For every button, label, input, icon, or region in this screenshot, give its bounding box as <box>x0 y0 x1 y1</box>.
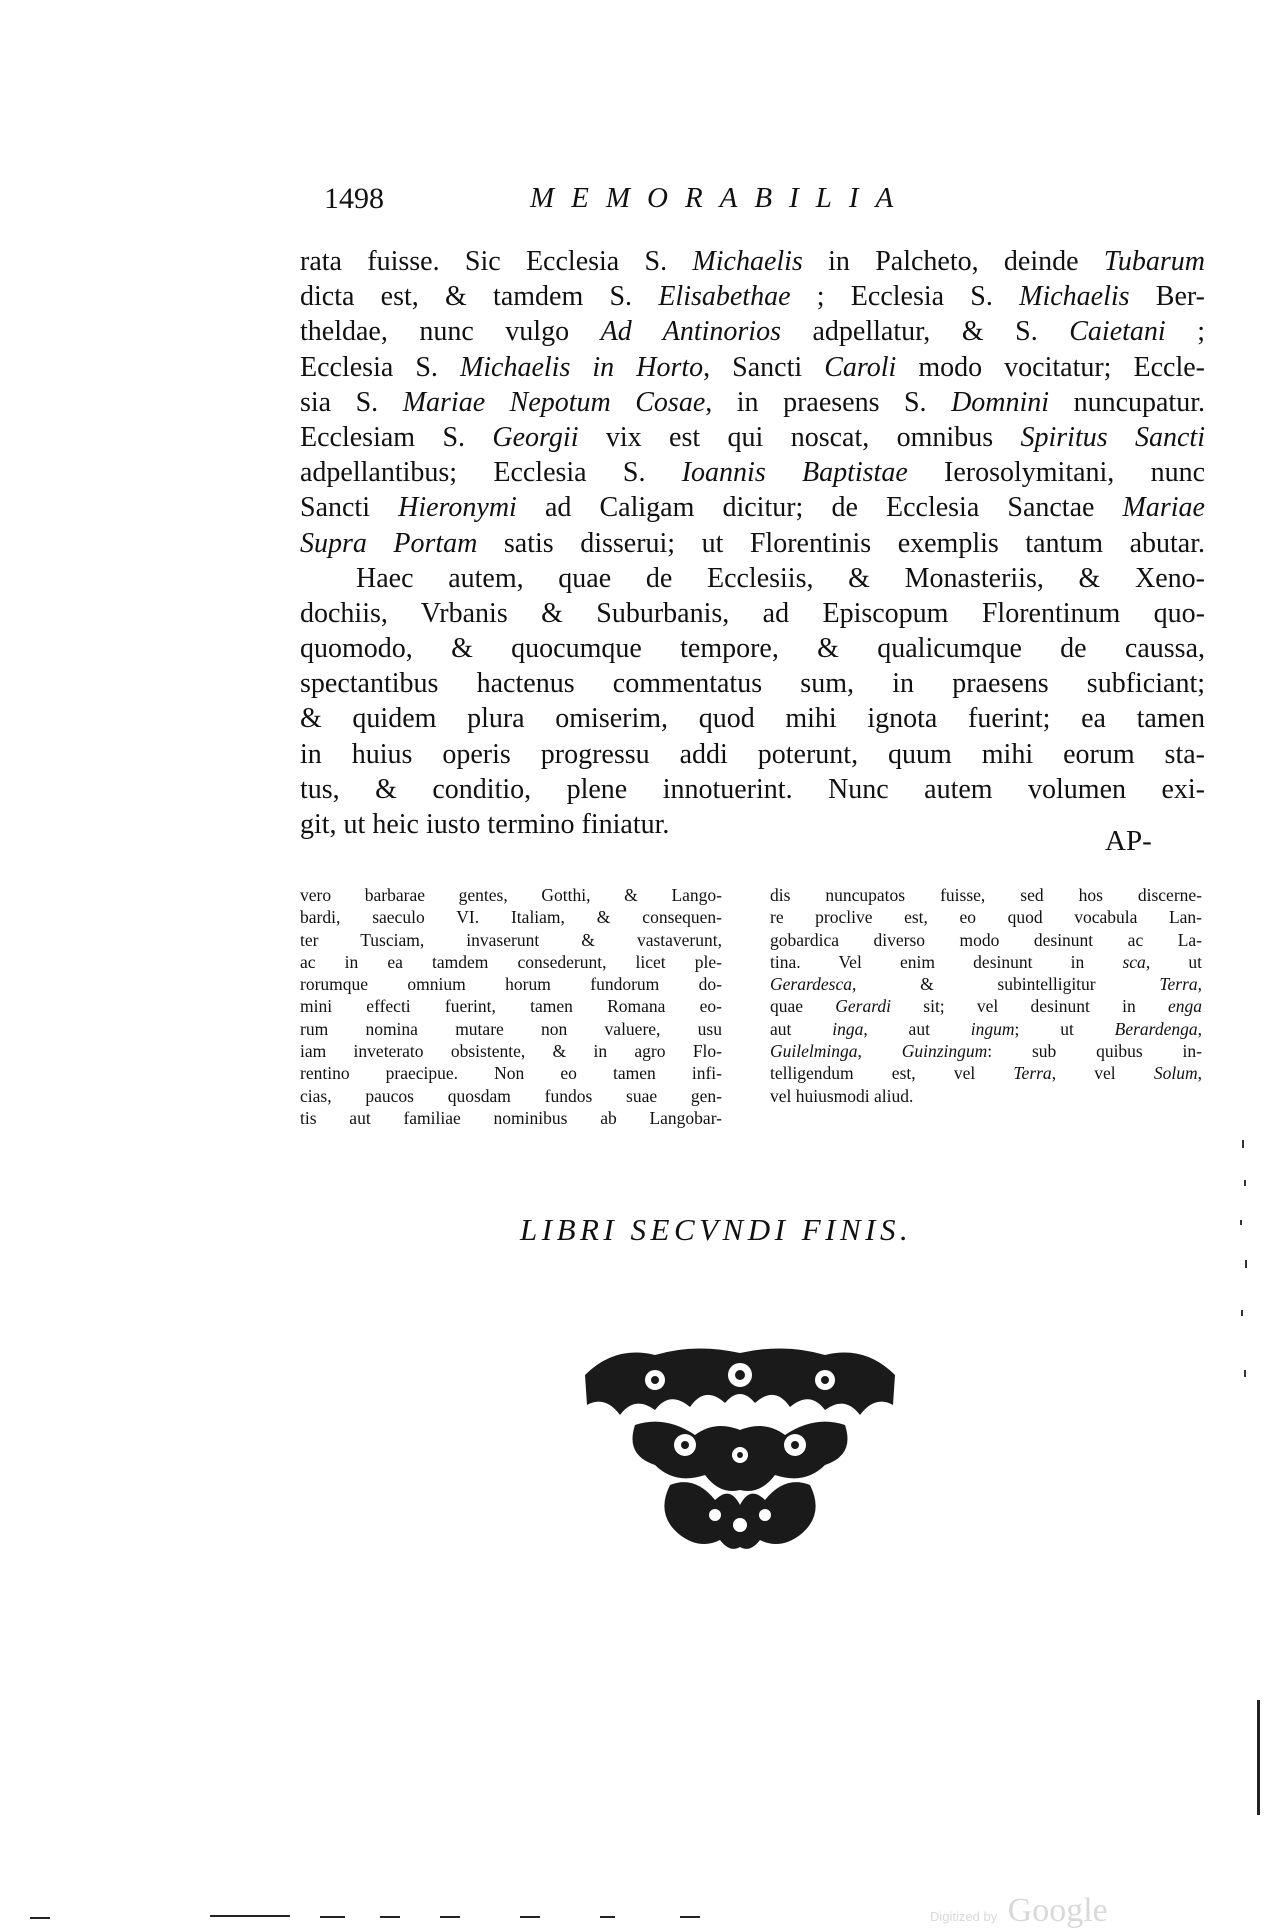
italic-term: Terra <box>1159 974 1198 995</box>
italic-term: Georgii <box>492 421 579 453</box>
footnote-line: ter Tusciam, invaserunt & vastaverunt, <box>300 929 722 950</box>
footnote-line: rorumque omnium horum fundorum do- <box>300 974 722 995</box>
footnote-line: rum nomina mutare non valuere, usu <box>300 1018 722 1039</box>
italic-term: Gerardesca <box>770 974 852 995</box>
footnote-line: Guilelminga, Guinzingum: sub quibus in- <box>770 1041 1202 1062</box>
text-line: dicta est, & tamdem S. Elisabethae ; Ecclesia S. Michaelis Ber- <box>300 281 1206 313</box>
italic-term: Guilelminga <box>770 1041 858 1062</box>
italic-term: ingum <box>970 1018 1015 1039</box>
italic-term: Tubarum <box>1103 246 1206 277</box>
footnote-line: bardi, saeculo VI. Italiam, & consequen- <box>300 907 722 928</box>
main-text-body <box>300 244 1205 842</box>
text-line: theldae, nunc vulgo Ad Antinorios adpellatur, & S. Caietani ; <box>300 316 1205 348</box>
text-line: Supra Portam satis disserui; ut Florentinis exemplis tantum abutar. <box>300 527 1205 559</box>
text-line: tus, & conditio, plene innotuerint. Nunc autem volumen exi- <box>300 773 1205 805</box>
text-line: in huius operis progressu addi poterunt, quum mihi eorum sta- <box>300 738 1205 770</box>
italic-term: Elisabethae <box>658 281 791 313</box>
page-header <box>300 182 1220 222</box>
italic-term: inga <box>832 1018 864 1039</box>
text-line: Ecclesiam S. Georgii vix est qui noscat, omnibus Spiritus Sancti <box>300 421 1205 453</box>
watermark-logo-text: Google <box>1007 1892 1108 1929</box>
footnote-line: quae Gerardi sit; vel desinunt in enga <box>770 996 1202 1017</box>
italic-term: Michaelis <box>1019 281 1130 313</box>
scan-edge-dashes <box>0 1910 1288 1924</box>
catchword: AP- <box>1105 825 1152 857</box>
text-line: adpellantibus; Ecclesia S. Ioannis Baptistae Ierosolymitani, nunc <box>300 457 1206 489</box>
italic-term: Guinzingum <box>901 1041 988 1062</box>
paragraph-start-line: Haec autem, quae de Ecclesiis, & Monasteriis, & Xeno- <box>356 562 1205 594</box>
italic-term: Berardenga <box>1114 1018 1198 1039</box>
text-line: Ecclesia S. Michaelis in Horto, Sancti Caroli modo vocitatur; Eccle- <box>300 351 1205 383</box>
footnote-line: re proclive est, eo quod vocabula Lan- <box>770 907 1202 928</box>
text-line: quomodo, & quocumque tempore, & qualicumque de caussa, <box>300 633 1205 665</box>
running-title: MEMORABILIA <box>530 182 911 214</box>
italic-term: Michaelis <box>692 246 803 277</box>
italic-term: Spiritus Sancti <box>1020 421 1205 453</box>
footnote-line: tina. Vel enim desinunt in sca, ut <box>770 951 1202 972</box>
footnote-line: telligendum est, vel Terra, vel Solum, <box>770 1063 1202 1084</box>
italic-term: enga <box>1167 996 1202 1017</box>
italic-term: sca <box>1122 951 1146 972</box>
text-line: rata fuisse. Sic Ecclesia S. Michaelis in Palcheto, deinde Tubarum <box>300 246 1206 277</box>
text-line: sia S. Mariae Nepotum Cosae, in praesens S. Domnini nuncupatur. <box>300 386 1205 418</box>
italic-term: Ad Antinorios <box>600 316 781 348</box>
italic-term: Mariae Nepotum Cosae <box>402 386 706 418</box>
text-line: & quidem plura omiserim, quod mihi ignota fuerint; ea tamen <box>300 703 1205 735</box>
italic-term: Supra Portam <box>300 527 478 559</box>
text-line-last: git, ut heic iusto termino finiatur. <box>300 809 670 840</box>
footnote-line: ac in ea tamdem consederunt, licet ple- <box>300 951 722 972</box>
italic-term: Hieronymi <box>398 492 517 524</box>
page-edge-rule <box>1257 1700 1260 1815</box>
footnote-line: aut inga, aut ingum; ut Berardenga, <box>770 1018 1202 1039</box>
footnote-line: mini effecti fuerint, tamen Romana eo- <box>300 996 722 1017</box>
italic-term: Mariae <box>1122 492 1205 524</box>
footnote-line: dis nuncupatos fuisse, sed hos discerne- <box>770 885 1202 905</box>
italic-term: Ioannis Baptistae <box>681 457 908 489</box>
text-line: Sancti Hieronymi ad Caligam dicitur; de Ecclesia Sanctae Mariae <box>300 492 1205 524</box>
italic-term: Michaelis in Horto <box>459 351 704 383</box>
italic-term: Caroli <box>824 351 897 383</box>
text-line: spectantibus hactenus commentatus sum, in praesens subficiant; <box>300 668 1205 700</box>
footnote-line: iam inveterato obsistente, & in agro Flo- <box>300 1041 722 1062</box>
footnote-line: rentino praecipue. Non eo tamen infi- <box>300 1063 722 1084</box>
footnotes <box>298 884 1208 1144</box>
watermark-small-text: Digitized by <box>930 1909 998 1924</box>
text-line: dochiis, Vrbanis & Suburbanis, ad Episcopum Florentinum quo- <box>300 597 1205 629</box>
floral-tailpiece-ornament <box>575 1335 905 1555</box>
italic-term: Terra <box>1013 1063 1052 1084</box>
italic-term: Caietani <box>1069 316 1166 348</box>
footnote-line: cias, paucos quosdam fundos suae gen- <box>300 1085 722 1106</box>
italic-term: Solum <box>1153 1063 1198 1084</box>
footnote-column-left <box>300 884 722 1129</box>
footnote-line: Gerardesca, & subintelligitur Terra, <box>770 974 1202 995</box>
italic-term: Gerardi <box>835 996 892 1017</box>
footnote-line: gobardica diverso modo desinunt ac La- <box>770 929 1202 950</box>
footnote-line-last: vel huiusmodi aliud. <box>770 1085 914 1106</box>
page-number: 1498 <box>324 182 384 215</box>
italic-term: Domnini <box>951 386 1050 418</box>
footnote-column-right <box>770 884 1202 1107</box>
footnote-line: vero barbarae gentes, Gotthi, & Lango- <box>300 885 722 905</box>
page-edge-marks <box>1230 1140 1250 1440</box>
book-end-heading: LIBRI SECVNDI FINIS. <box>520 1212 913 1247</box>
footnote-line: tis aut familiae nominibus ab Langobar- <box>300 1107 722 1128</box>
